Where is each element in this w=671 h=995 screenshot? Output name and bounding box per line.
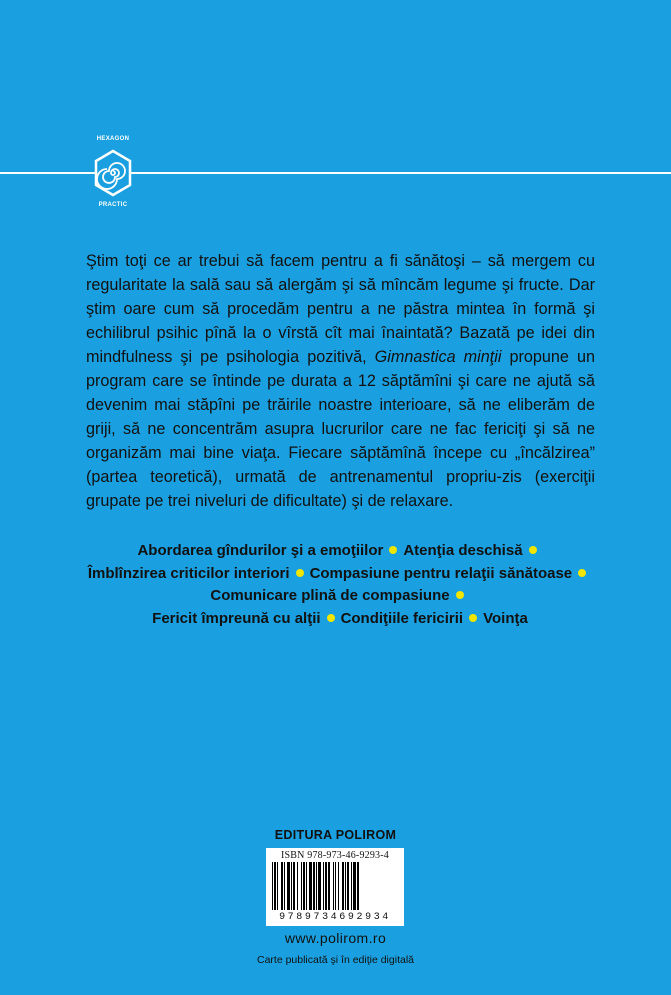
barcode-bar bbox=[291, 862, 292, 910]
topic-item: Atenţia deschisă bbox=[403, 542, 523, 559]
digital-edition-note: Carte publicată şi în ediţie digitală bbox=[256, 954, 414, 966]
topic-item: Fericit împreună cu alţii bbox=[152, 609, 321, 627]
barcode-bar bbox=[347, 862, 349, 910]
topic-item: Voinţa bbox=[483, 609, 528, 627]
barcode-bar bbox=[335, 862, 336, 910]
barcode-bar bbox=[345, 862, 346, 910]
topic-item: Comunicare plină de compasiune bbox=[210, 587, 450, 604]
barcode-bar bbox=[342, 862, 344, 910]
barcode-bar bbox=[353, 862, 356, 910]
yellow-hexagon-bullet-icon bbox=[578, 569, 586, 577]
topics-list bbox=[80, 540, 600, 630]
barcode-bar bbox=[277, 862, 278, 910]
barcode-bar bbox=[328, 862, 330, 910]
barcode-bar bbox=[313, 862, 315, 910]
barcode-bar bbox=[323, 862, 324, 910]
topic-item: Abordarea gîndurilor şi a emoţiilor bbox=[137, 542, 384, 559]
blurb-part-1: Ştim toţi ce ar trebui să facem pentru a fi sănătoşi – să mergem cu regularitate la sală sau să alergăm şi să mîncăm legume şi fructe. Dar ştim oare cum să procedăm pentru a ne păstra mintea în formă şi echilibrul psihic pînă la o vîrstă cît mai înaintată? Bazată pe idei din mindfulness şi pe psihologia pozitivă, bbox=[86, 252, 595, 366]
barcode-bar bbox=[306, 862, 307, 910]
isbn-barcode bbox=[266, 848, 404, 926]
topic-item: Compasiune pentru relaţii sănătoase bbox=[309, 564, 573, 582]
barcode-bar bbox=[297, 862, 298, 910]
yellow-hexagon-bullet-icon bbox=[389, 546, 397, 554]
logo-top-text: HEXAGON bbox=[96, 136, 130, 142]
barcode-bar bbox=[281, 862, 283, 910]
logo-bottom-text: PRACTIC bbox=[98, 202, 128, 208]
isbn-text: ISBN 978-973-46-9293-4 bbox=[280, 850, 389, 861]
topic-item: Condiţiile fericirii bbox=[340, 609, 464, 627]
publisher-name: EDITURA POLIROM bbox=[274, 828, 397, 842]
barcode-digits: 9789734692934 bbox=[279, 912, 391, 923]
topic-item: Îmblînzirea criticilor interiori bbox=[87, 564, 290, 582]
barcode-bar bbox=[333, 862, 334, 910]
back-cover-blurb bbox=[86, 249, 595, 513]
yellow-hexagon-bullet-icon bbox=[327, 614, 335, 622]
barcode-bar bbox=[303, 862, 305, 910]
barcode-bar bbox=[287, 862, 290, 910]
hexagon-practic-logo bbox=[80, 136, 146, 212]
barcode-bar bbox=[301, 862, 302, 910]
barcode-bar bbox=[309, 862, 312, 910]
barcode-bar bbox=[338, 862, 339, 910]
yellow-hexagon-bullet-icon bbox=[456, 591, 464, 599]
barcode-bar bbox=[325, 862, 327, 910]
publisher-website: www.polirom.ro bbox=[284, 930, 387, 946]
yellow-hexagon-bullet-icon bbox=[296, 569, 304, 577]
barcode-bar bbox=[284, 862, 285, 910]
barcode-bar bbox=[293, 862, 295, 910]
barcode-bar bbox=[274, 862, 276, 910]
barcode-bar bbox=[351, 862, 352, 910]
yellow-hexagon-bullet-icon bbox=[529, 546, 537, 554]
yellow-hexagon-bullet-icon bbox=[469, 614, 477, 622]
book-title-italic: Gimnastica minţii bbox=[374, 348, 502, 366]
blurb-part-2: propune un program care se întinde pe durata a 12 săptămîni şi care ne ajută să devenim mai stăpîni pe trăirile noastre interioare, să ne eliberăm de griji, să ne concentrăm asupra lucrurilor care ne fac fericiţi şi să ne organizăm mai bine viaţa. Fiecare săptămînă începe cu „încălzirea” (partea teoretică), urmată de antrenamentul propriu-zis (exerciţii grupate pe trei niveluri de dificultate) şi de relaxare. bbox=[86, 348, 595, 510]
barcode-bar bbox=[272, 862, 273, 910]
barcode-bars-icon bbox=[270, 862, 400, 912]
barcode-bar bbox=[318, 862, 321, 910]
hexagon-spiral-icon bbox=[93, 148, 133, 198]
barcode-bar bbox=[357, 862, 359, 910]
barcode-bar bbox=[316, 862, 317, 910]
